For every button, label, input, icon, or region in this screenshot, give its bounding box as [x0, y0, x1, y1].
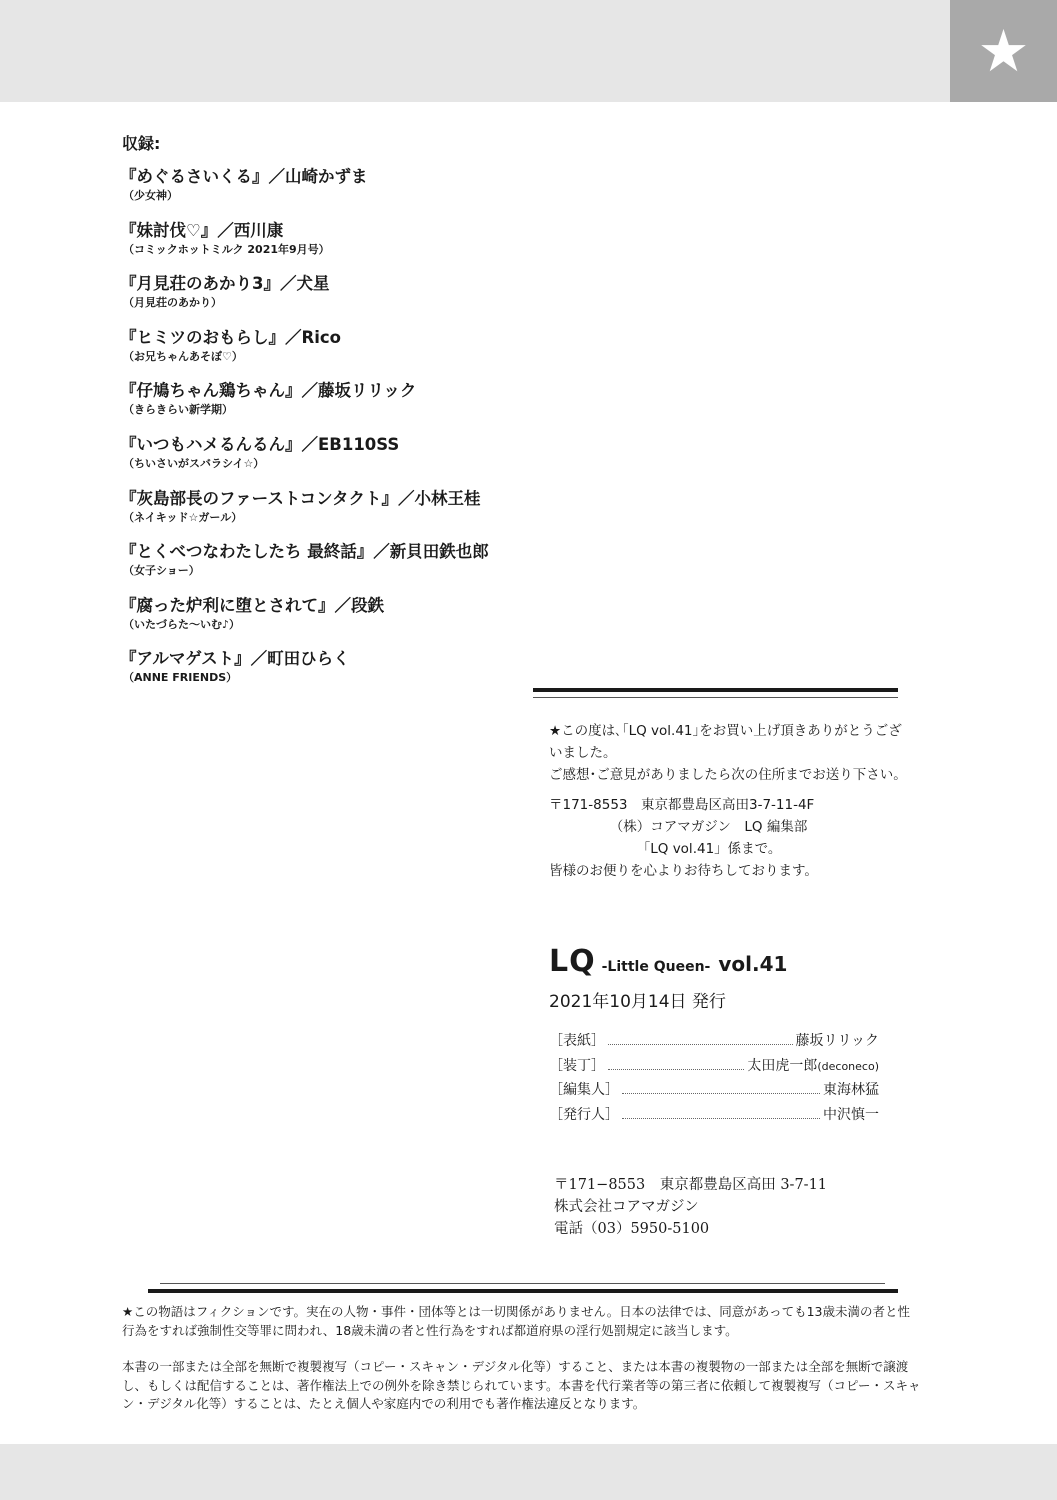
contents-heading: 収録: — [122, 134, 161, 153]
work-item — [120, 488, 540, 542]
work-item — [120, 220, 540, 274]
credit-leader-dots — [608, 1069, 744, 1070]
work-title: 『月見荘のあかり3』／犬星 — [120, 274, 330, 294]
copyright-notice: 本書の一部または全部を無断で複製複写（コピー・スキャン・デジタル化等）すること、または本書の複製物の一部または全部を無断で譲渡し、もしくは配信することは、著作権法上での例外を除き禁じられています。本書を代行業者等の第三者に依頼して複製複写（コピー・スキャン・デジタル化等）することは、たとえ個人や家庭内での利用でも著作権法違反となります。 — [122, 1359, 921, 1411]
credit-leader-dots — [622, 1118, 820, 1119]
work-source: （ちいさいがスバラシイ☆） — [123, 456, 265, 470]
work-source: （いたづらた〜いむ♪） — [123, 617, 241, 631]
work-source: （月見荘のあかり） — [123, 296, 222, 310]
fiction-disclaimer: ★この物語はフィクションです。実在の人物・事件・団体等とは一切関係がありません。日本の法律では、同意があっても13歳未満の者と性行為をすれば強制性交等罪に問われ、18歳未満の者と性行為をすれば都道府県の淫行処罰規定に該当します。 — [122, 1304, 910, 1338]
divider-thick — [148, 1289, 898, 1293]
work-item — [120, 434, 540, 488]
credit-extra: (deconeco) — [817, 1059, 879, 1073]
star-corner-icon: ★ — [950, 0, 1057, 102]
notice-closing: 皆様のお便りを心よりお待ちしております。 — [549, 863, 818, 879]
notice-address-line: 「LQ vol.41」係まで。 — [549, 841, 782, 857]
top-band — [0, 0, 1057, 102]
credit-name: 太田虎一郎 — [747, 1057, 818, 1074]
credit-name: 東海林猛 — [823, 1082, 879, 1098]
publication-date: 2021年10月14日 発行 — [549, 992, 726, 1012]
credit-leader-dots — [622, 1093, 820, 1094]
legal-notice — [122, 1303, 922, 1432]
work-source: （女子ショー） — [123, 564, 200, 578]
credit-role: ［表紙］ — [549, 1033, 605, 1049]
bottom-band — [0, 1444, 1057, 1500]
credit-name-wrap — [747, 1055, 879, 1075]
work-item — [120, 327, 540, 381]
work-title: 『妹討伐♡』／西川康 — [120, 220, 284, 240]
credit-row — [549, 1030, 879, 1055]
reader-notice — [549, 720, 909, 882]
work-item — [120, 380, 540, 434]
work-source: （少女神） — [123, 189, 178, 202]
work-title: 『灰島部長のファーストコンタクト』／小林王桂 — [120, 488, 481, 508]
lq-logo: LQ — [549, 944, 596, 979]
credit-name: 中沢慎一 — [823, 1106, 879, 1123]
works-list — [120, 166, 540, 702]
work-source: （きらきらい新学期） — [123, 403, 233, 417]
divider-thin — [160, 1283, 885, 1284]
credit-name: 藤坂リリック — [795, 1033, 879, 1049]
lq-subtitle: -Little Queen- — [601, 959, 711, 975]
work-title: 『とくべつなわたしたち 最終話』／新貝田鉄也郎 — [120, 542, 489, 562]
magazine-title — [549, 944, 787, 979]
work-title: 『いつもハメるんるん』／EB110SS — [120, 434, 400, 454]
credit-role: ［装丁］ — [549, 1057, 605, 1074]
credit-row — [549, 1104, 879, 1129]
credit-role: ［発行人］ — [549, 1106, 619, 1123]
credit-row — [549, 1055, 879, 1080]
notice-address-line: （株）コアマガジン LQ 編集部 — [549, 819, 808, 835]
work-item — [120, 273, 540, 327]
work-item — [120, 595, 540, 649]
publisher-info — [554, 1174, 827, 1240]
notice-address-line: 〒171-8553 東京都豊島区高田3-7-11-4F — [549, 797, 815, 813]
work-title: 『ヒミツのおもらし』／Rico — [120, 327, 341, 347]
work-title: 『腐った炉利に堕とされて』／段鉄 — [120, 595, 384, 615]
work-item — [120, 541, 540, 595]
notice-thanks: ★この度は､｢LQ vol.41｣をお買い上げ頂きありがとうございました。 — [549, 723, 902, 761]
work-title: 『仔鳩ちゃん鶏ちゃん』／藤坂リリック — [120, 381, 417, 401]
credits-list — [549, 1030, 879, 1128]
credit-row — [549, 1079, 879, 1104]
lq-volume: vol.41 — [718, 952, 788, 976]
work-item — [120, 166, 540, 220]
credit-role: ［編集人］ — [549, 1082, 619, 1098]
work-title: 『アルマゲスト』／町田ひらく — [120, 649, 350, 669]
work-source: （お兄ちゃんあそぼ♡） — [123, 349, 243, 363]
work-item — [120, 648, 540, 702]
publisher-phone: 電話（03）5950-5100 — [554, 1221, 710, 1237]
divider-thick — [533, 688, 898, 692]
work-title: 『めぐるさいくる』／山崎かずま — [120, 167, 368, 186]
work-source: （コミックホットミルク 2021年9月号） — [123, 242, 330, 256]
credit-leader-dots — [608, 1044, 793, 1045]
publisher-address: 〒171−8553 東京都豊島区高田 3-7-11 — [554, 1177, 828, 1193]
divider-thin — [533, 697, 898, 698]
work-source: （ANNE FRIENDS） — [123, 671, 238, 685]
notice-feedback: ご感想･ご意見がありましたら次の住所までお送り下さい。 — [549, 767, 907, 783]
publisher-company: 株式会社コアマガジン — [554, 1199, 699, 1215]
work-source: （ネイキッド☆ガール） — [123, 510, 243, 524]
